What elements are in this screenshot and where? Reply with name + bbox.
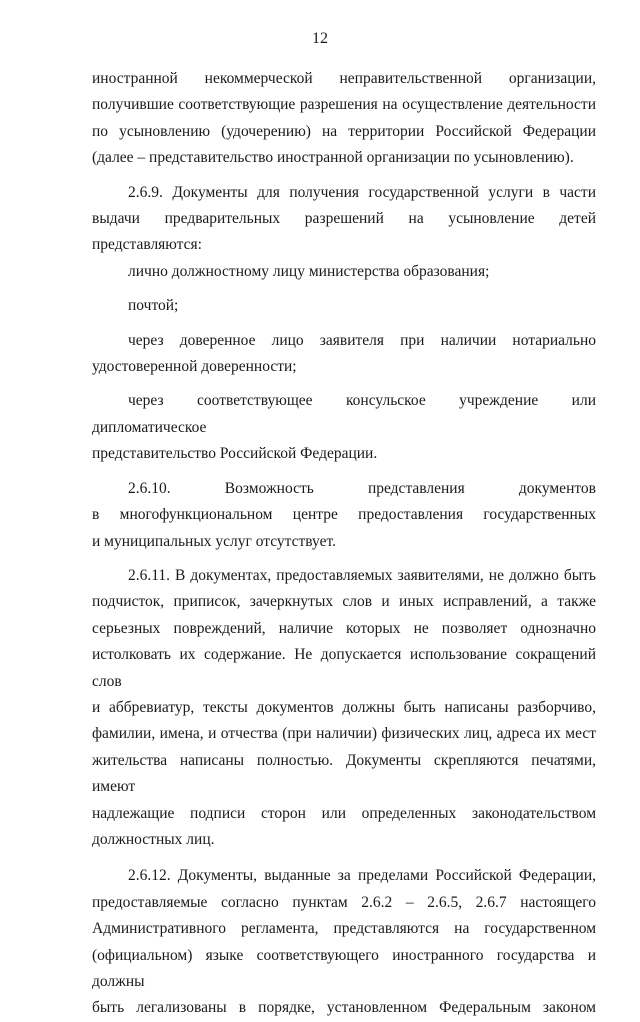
text-line: 2.6.11. В документах, предоставляемых заявителями, не должно быть [128, 566, 596, 584]
text-line: получившие соответствующие разрешения на осуществление деятельности [92, 96, 596, 114]
text-line: истолковать их содержание. Не допускается использование сокращений слов [92, 646, 596, 690]
text-line: удостоверенной доверенности; [92, 358, 297, 376]
text-line: фамилии, имена, и отчества (при наличии) физических лиц, адреса их мест [92, 725, 596, 743]
text-line: и муниципальных услуг отсутствует. [92, 532, 336, 550]
text-line: через доверенное лицо заявителя при наличии нотариально [128, 331, 596, 349]
text-line: выдачи предварительных разрешений на усыновление детей представляются: [92, 210, 596, 254]
text-line: быть легализованы в порядке, установленном Федеральным законом [92, 999, 596, 1017]
text-line: лично должностному лицу министерства образования; [128, 262, 490, 280]
page-number: 12 [312, 30, 328, 47]
text-line: жительства написаны полностью. Документы скрепляются печатями, имеют [92, 751, 596, 796]
text-line: почтой; [128, 297, 179, 315]
text-line: серьезных повреждений, наличие которых не позволяет однозначно [92, 619, 596, 637]
text-line: должностных лиц. [92, 830, 215, 848]
text-line: предоставляемые согласно пунктам 2.6.2 – 2.6.5, 2.6.7 настоящего [92, 893, 596, 911]
text-line: надлежащие подписи сторон или определенных законодательством [92, 804, 596, 822]
text-line: подчисток, приписок, зачеркнутых слов и иных исправлений, а также [92, 593, 596, 611]
text-line: Административного регламента, представляются на государственном [92, 920, 596, 938]
document-body [92, 66, 596, 1022]
text-line: представительство Российской Федерации. [92, 445, 378, 463]
text-line: (далее – представительство иностранной организации по усыновлению). [92, 149, 574, 167]
text-line: и аббревиатур, тексты документов должны быть написаны разборчиво, [92, 698, 596, 716]
text-line: иностранной некоммерческой неправительственной организации, [92, 70, 596, 87]
text-line: через соответствующее консульское учреждение или дипломатическое [92, 392, 596, 436]
text-line: 2.6.9. Документы для получения государственной услуги в части [128, 183, 596, 201]
text-line: по усыновлению (удочерению) на территории Российской Федерации [92, 122, 596, 140]
text-line: 2.6.10. Возможность представления документов [128, 479, 596, 497]
text-line: в многофункциональном центре предоставления государственных [92, 506, 596, 524]
text-line: 2.6.12. Документы, выданные за пределами Российской Федерации, [128, 867, 596, 885]
text-line: (официальном) языке соответствующего иностранного государства и должны [92, 946, 596, 990]
